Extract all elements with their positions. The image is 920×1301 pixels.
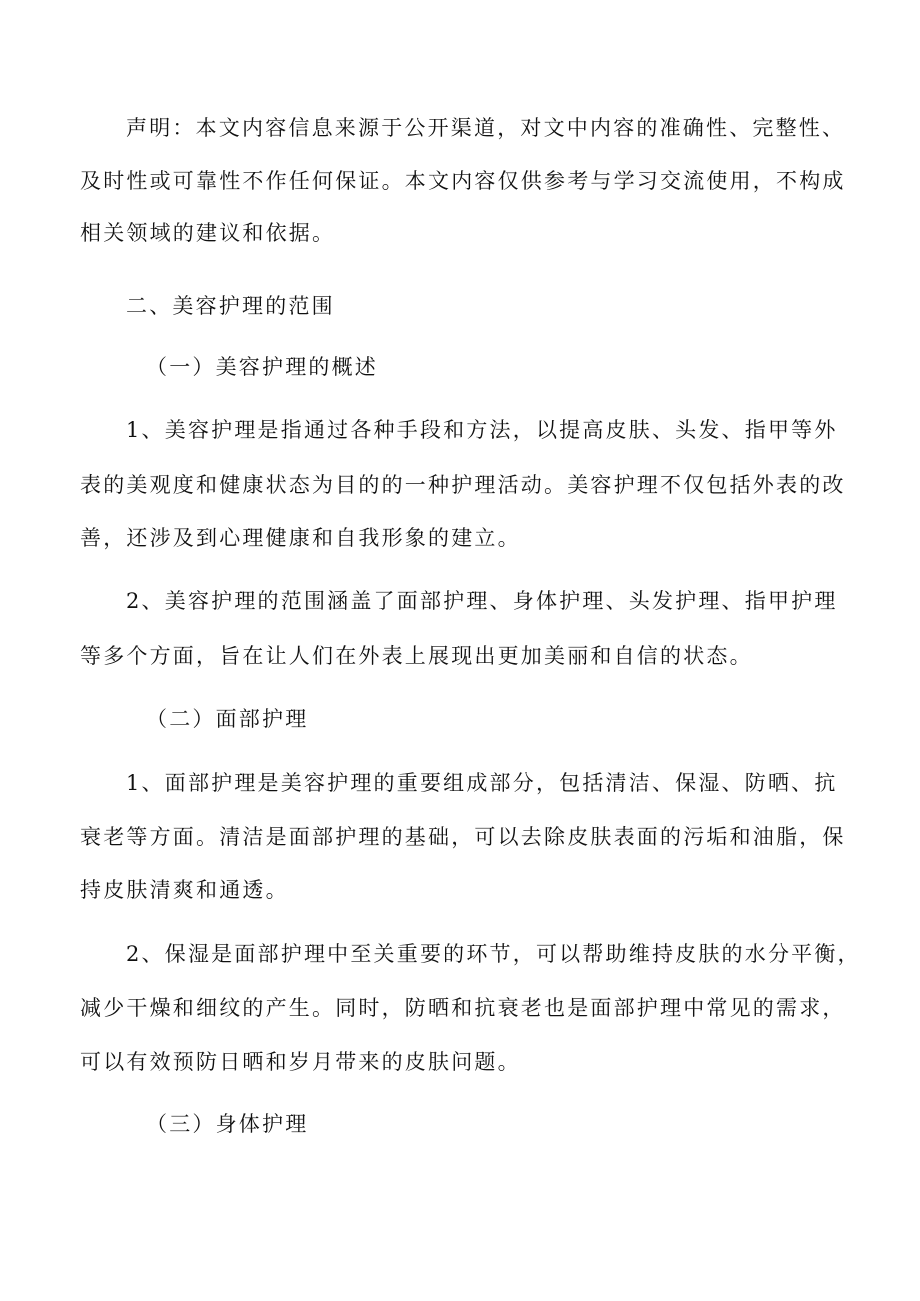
subsection-1-para2-line-1: 2、美容护理的范围涵盖了面部护理、身体护理、头发护理、指甲护理 xyxy=(126,589,838,613)
subsection-1-heading: （一）美容护理的概述 xyxy=(146,355,378,379)
subsection-2-para2-line-3: 可以有效预防日晒和岁月带来的皮肤问题。 xyxy=(80,1050,521,1074)
subsection-2-para2-line-1: 2、保湿是面部护理中至关重要的环节，可以帮助维持皮肤的水分平衡， xyxy=(126,942,861,966)
subsection-2-para1-line-2: 衰老等方面。清洁是面部护理的基础，可以去除皮肤表面的污垢和油脂，保 xyxy=(80,825,846,849)
subsection-3-heading: （三）身体护理 xyxy=(146,1112,309,1136)
subsection-2-para2-line-2: 减少干燥和细纹的产生。同时，防晒和抗衰老也是面部护理中常见的需求， xyxy=(80,996,846,1020)
section-heading: 二、美容护理的范围 xyxy=(126,294,335,318)
disclaimer-line-2: 及时性或可靠性不作任何保证。本文内容仅供参考与学习交流使用，不构成 xyxy=(80,169,846,193)
disclaimer-line-3: 相关领域的建议和依据。 xyxy=(80,221,336,245)
subsection-2-para1-line-3: 持皮肤清爽和通透。 xyxy=(80,878,289,902)
subsection-1-para1-line-2: 表的美观度和健康状态为目的的一种护理活动。美容护理不仅包括外表的改 xyxy=(80,473,846,497)
subsection-1-para1-line-3: 善，还涉及到心理健康和自我形象的建立。 xyxy=(80,526,521,550)
subsection-2-heading: （二）面部护理 xyxy=(146,707,309,731)
disclaimer-line-1: 声明：本文内容信息来源于公开渠道，对文中内容的准确性、完整性、 xyxy=(126,116,846,140)
subsection-1-para1-line-1: 1、美容护理是指通过各种手段和方法，以提高皮肤、头发、指甲等外 xyxy=(126,418,838,442)
subsection-1-para2-line-2: 等多个方面，旨在让人们在外表上展现出更加美丽和自信的状态。 xyxy=(80,644,753,668)
subsection-2-para1-line-1: 1、面部护理是美容护理的重要组成部分，包括清洁、保湿、防晒、抗 xyxy=(126,771,838,795)
